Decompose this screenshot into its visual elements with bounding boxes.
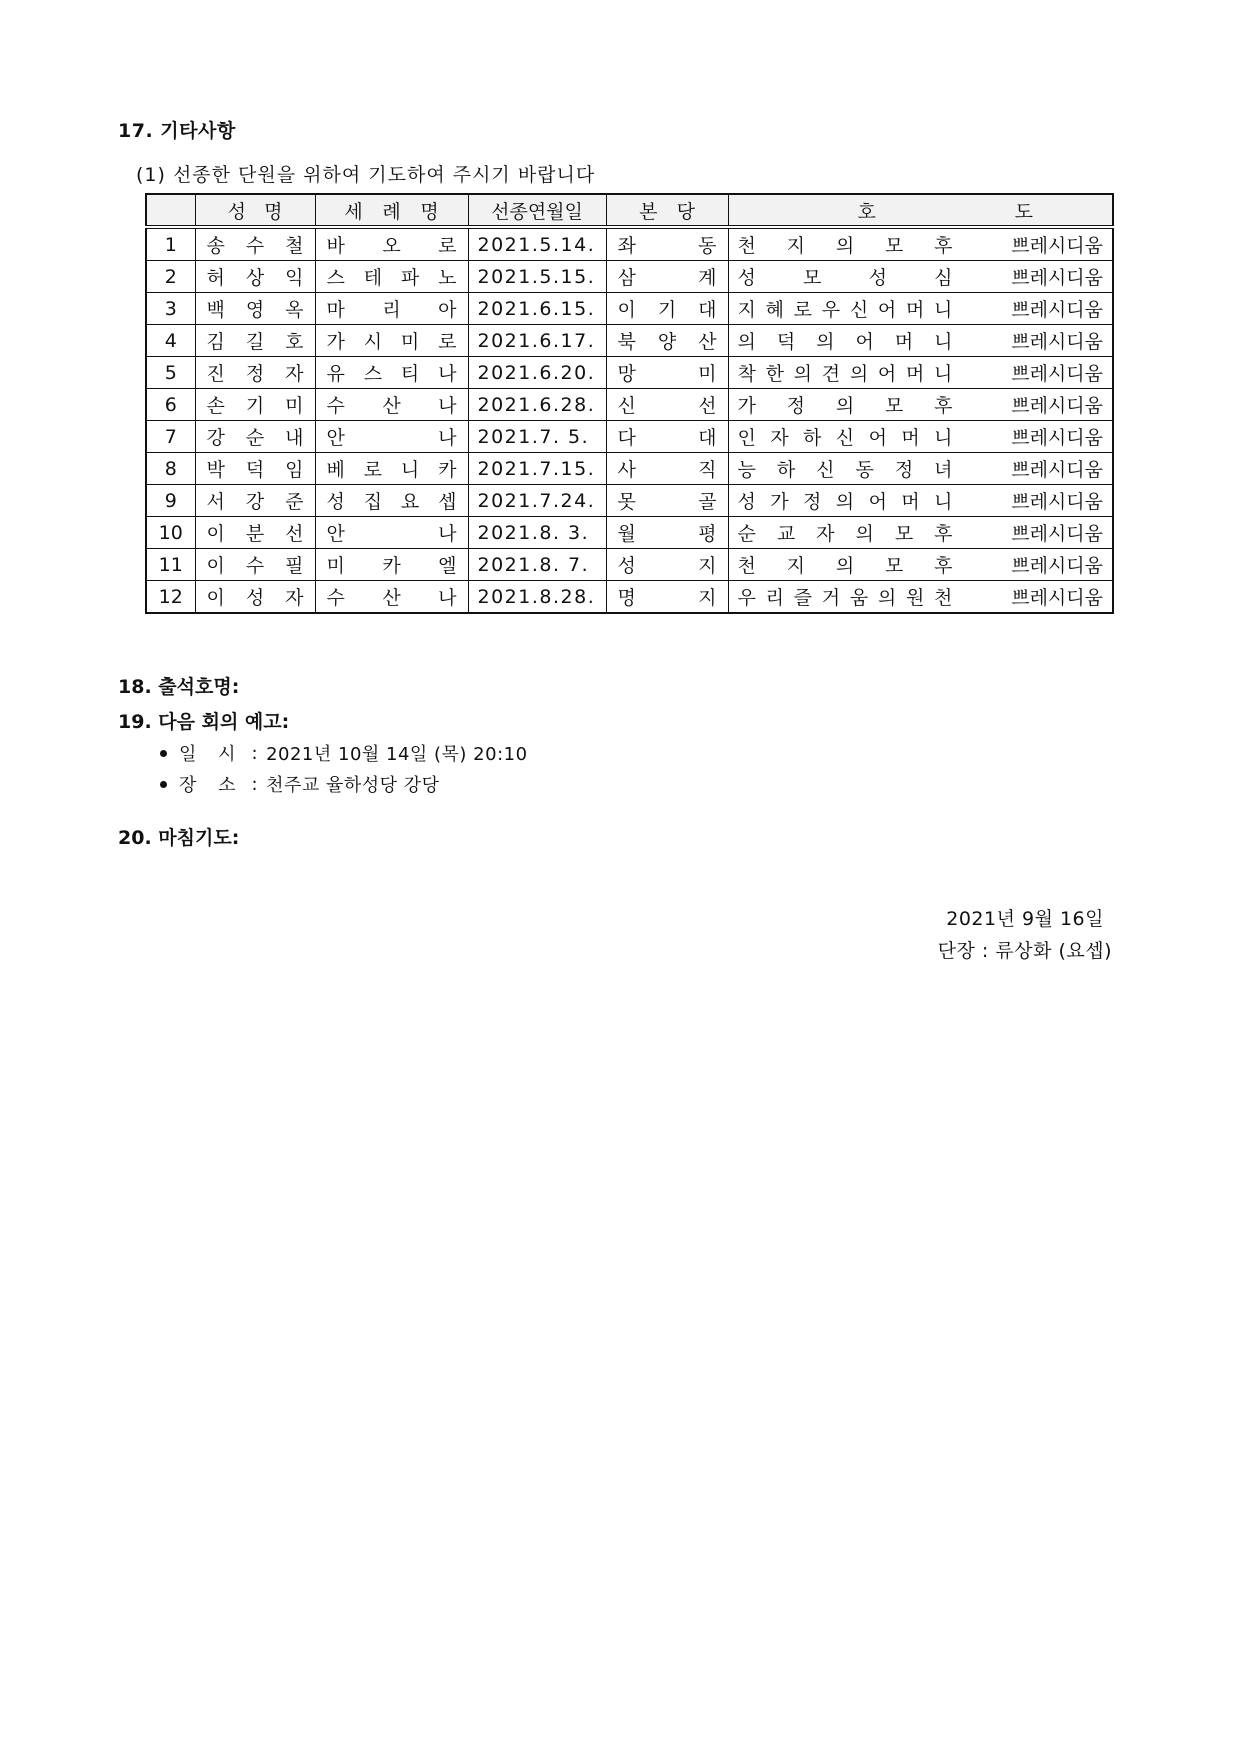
baptismal-name: 안 나 [315, 517, 468, 549]
praesidium [728, 421, 1113, 453]
member-name: 백 영 옥 [195, 293, 315, 325]
member-name: 이 성 자 [195, 581, 315, 614]
member-name: 이 분 선 [195, 517, 315, 549]
praesidium [728, 549, 1113, 581]
meeting-location [160, 771, 440, 797]
member-name: 송 수 철 [195, 227, 315, 261]
member-name: 허 상 익 [195, 261, 315, 293]
praesidium-name: 착 한 의 견 의 어 머 니 [737, 363, 953, 385]
death-date: 2021.8. 7. [468, 549, 606, 581]
parish-name: 삼 계 [606, 261, 728, 293]
praesidium-suffix: 쁘레시디움 [1011, 235, 1103, 257]
section-17-subtitle: (1) 선종한 단원을 위하여 기도하여 주시기 바랍니다 [136, 164, 596, 186]
praesidium-suffix: 쁘레시디움 [1011, 331, 1103, 353]
death-date: 2021.7. 5. [468, 421, 606, 453]
parish-name: 다 대 [606, 421, 728, 453]
bullet-icon [160, 750, 167, 757]
praesidium-suffix: 쁘레시디움 [1011, 459, 1103, 481]
row-number: 11 [146, 549, 195, 581]
row-number: 12 [146, 581, 195, 614]
header-parish: 본 당 [606, 194, 728, 227]
header-name: 성 명 [195, 194, 315, 227]
parish-name: 사 직 [606, 453, 728, 485]
baptismal-name: 마 리 아 [315, 293, 468, 325]
baptismal-name: 베 로 니 카 [315, 453, 468, 485]
praesidium [728, 581, 1113, 614]
parish-name: 좌 동 [606, 227, 728, 261]
deceased-members-table [145, 193, 1114, 614]
parish-name: 북 양 산 [606, 325, 728, 357]
section-20-title: 20. 마침기도: [118, 827, 240, 849]
row-number: 10 [146, 517, 195, 549]
praesidium-name: 성 가 정 의 어 머 니 [737, 491, 953, 513]
table-row [146, 549, 1113, 581]
member-name: 이 수 필 [195, 549, 315, 581]
member-name: 김 길 호 [195, 325, 315, 357]
row-number: 3 [146, 293, 195, 325]
header-date: 선종연월일 [468, 194, 606, 227]
row-number: 9 [146, 485, 195, 517]
table-row [146, 389, 1113, 421]
death-date: 2021.5.15. [468, 261, 606, 293]
praesidium-name: 성 모 성 심 [737, 267, 953, 289]
parish-name: 못 골 [606, 485, 728, 517]
baptismal-name: 유 스 티 나 [315, 357, 468, 389]
datetime-label: 일 시 [179, 744, 244, 765]
praesidium-name: 인 자 하 신 어 머 니 [737, 427, 953, 449]
table-row [146, 293, 1113, 325]
parish-name: 성 지 [606, 549, 728, 581]
member-name: 서 강 준 [195, 485, 315, 517]
parish-name: 망 미 [606, 357, 728, 389]
parish-name: 신 선 [606, 389, 728, 421]
header-prayer: 호 도 [728, 194, 1113, 227]
member-name: 강 순 내 [195, 421, 315, 453]
baptismal-name: 바 오 로 [315, 227, 468, 261]
table-row [146, 421, 1113, 453]
praesidium-suffix: 쁘레시디움 [1011, 299, 1103, 321]
praesidium-name: 순 교 자 의 모 후 [737, 523, 953, 545]
death-date: 2021.8.28. [468, 581, 606, 614]
praesidium-suffix: 쁘레시디움 [1011, 491, 1103, 513]
praesidium-name: 지 혜 로 우 신 어 머 니 [737, 299, 953, 321]
praesidium-suffix: 쁘레시디움 [1011, 427, 1103, 449]
row-number: 6 [146, 389, 195, 421]
table-row [146, 453, 1113, 485]
location-value: 천주교 율하성당 강당 [266, 775, 440, 796]
member-name: 진 정 자 [195, 357, 315, 389]
table-row [146, 357, 1113, 389]
praesidium-name: 의 덕 의 어 머 니 [737, 331, 953, 353]
praesidium-suffix: 쁘레시디움 [1011, 523, 1103, 545]
colon-separator: : [251, 742, 259, 764]
praesidium [728, 261, 1113, 293]
row-number: 4 [146, 325, 195, 357]
bullet-icon [160, 781, 167, 788]
praesidium [728, 325, 1113, 357]
death-date: 2021.7.24. [468, 485, 606, 517]
member-name: 박 덕 임 [195, 453, 315, 485]
parish-name: 이 기 대 [606, 293, 728, 325]
section-19-title: 19. 다음 회의 예고: [118, 711, 290, 733]
meeting-datetime [160, 740, 528, 766]
table-row [146, 485, 1113, 517]
table-row [146, 581, 1113, 614]
row-number: 8 [146, 453, 195, 485]
praesidium [728, 293, 1113, 325]
header-baptismal-name: 세 례 명 [315, 194, 468, 227]
praesidium-name: 천 지 의 모 후 [737, 555, 953, 577]
baptismal-name: 미 카 엘 [315, 549, 468, 581]
parish-name: 명 지 [606, 581, 728, 614]
death-date: 2021.6.15. [468, 293, 606, 325]
baptismal-name: 안 나 [315, 421, 468, 453]
praesidium [728, 389, 1113, 421]
table-row [146, 227, 1113, 261]
table-row [146, 517, 1113, 549]
praesidium-suffix: 쁘레시디움 [1011, 267, 1103, 289]
death-date: 2021.6.17. [468, 325, 606, 357]
baptismal-name: 성 집 요 셉 [315, 485, 468, 517]
death-date: 2021.7.15. [468, 453, 606, 485]
member-name: 손 기 미 [195, 389, 315, 421]
location-label: 장 소 [179, 775, 244, 796]
baptismal-name: 스 테 파 노 [315, 261, 468, 293]
praesidium [728, 517, 1113, 549]
row-number: 1 [146, 227, 195, 261]
praesidium [728, 357, 1113, 389]
death-date: 2021.5.14. [468, 227, 606, 261]
praesidium-name: 능 하 신 동 정 녀 [737, 459, 953, 481]
row-number: 2 [146, 261, 195, 293]
datetime-value: 2021년 10월 14일 (목) 20:10 [266, 744, 528, 765]
parish-name: 월 평 [606, 517, 728, 549]
baptismal-name: 가 시 미 로 [315, 325, 468, 357]
praesidium [728, 227, 1113, 261]
signature-signer: 단장 : 류상화 (요셉) [937, 940, 1112, 962]
header-no [146, 194, 195, 227]
death-date: 2021.6.28. [468, 389, 606, 421]
praesidium [728, 453, 1113, 485]
praesidium [728, 485, 1113, 517]
praesidium-name: 가 정 의 모 후 [737, 395, 953, 417]
praesidium-suffix: 쁘레시디움 [1011, 587, 1103, 609]
table-row [146, 261, 1113, 293]
row-number: 5 [146, 357, 195, 389]
praesidium-name: 우 리 즐 거 움 의 원 천 [737, 587, 953, 609]
table-header-row [146, 194, 1113, 227]
death-date: 2021.6.20. [468, 357, 606, 389]
row-number: 7 [146, 421, 195, 453]
baptismal-name: 수 산 나 [315, 389, 468, 421]
section-18-title: 18. 출석호명: [118, 676, 240, 698]
praesidium-suffix: 쁘레시디움 [1011, 363, 1103, 385]
praesidium-name: 천 지 의 모 후 [737, 235, 953, 257]
baptismal-name: 수 산 나 [315, 581, 468, 614]
praesidium-suffix: 쁘레시디움 [1011, 555, 1103, 577]
table-row [146, 325, 1113, 357]
death-date: 2021.8. 3. [468, 517, 606, 549]
section-17-title: 17. 기타사항 [118, 120, 236, 142]
colon-separator: : [251, 773, 259, 795]
praesidium-suffix: 쁘레시디움 [1011, 395, 1103, 417]
signature-date: 2021년 9월 16일 [946, 908, 1104, 930]
